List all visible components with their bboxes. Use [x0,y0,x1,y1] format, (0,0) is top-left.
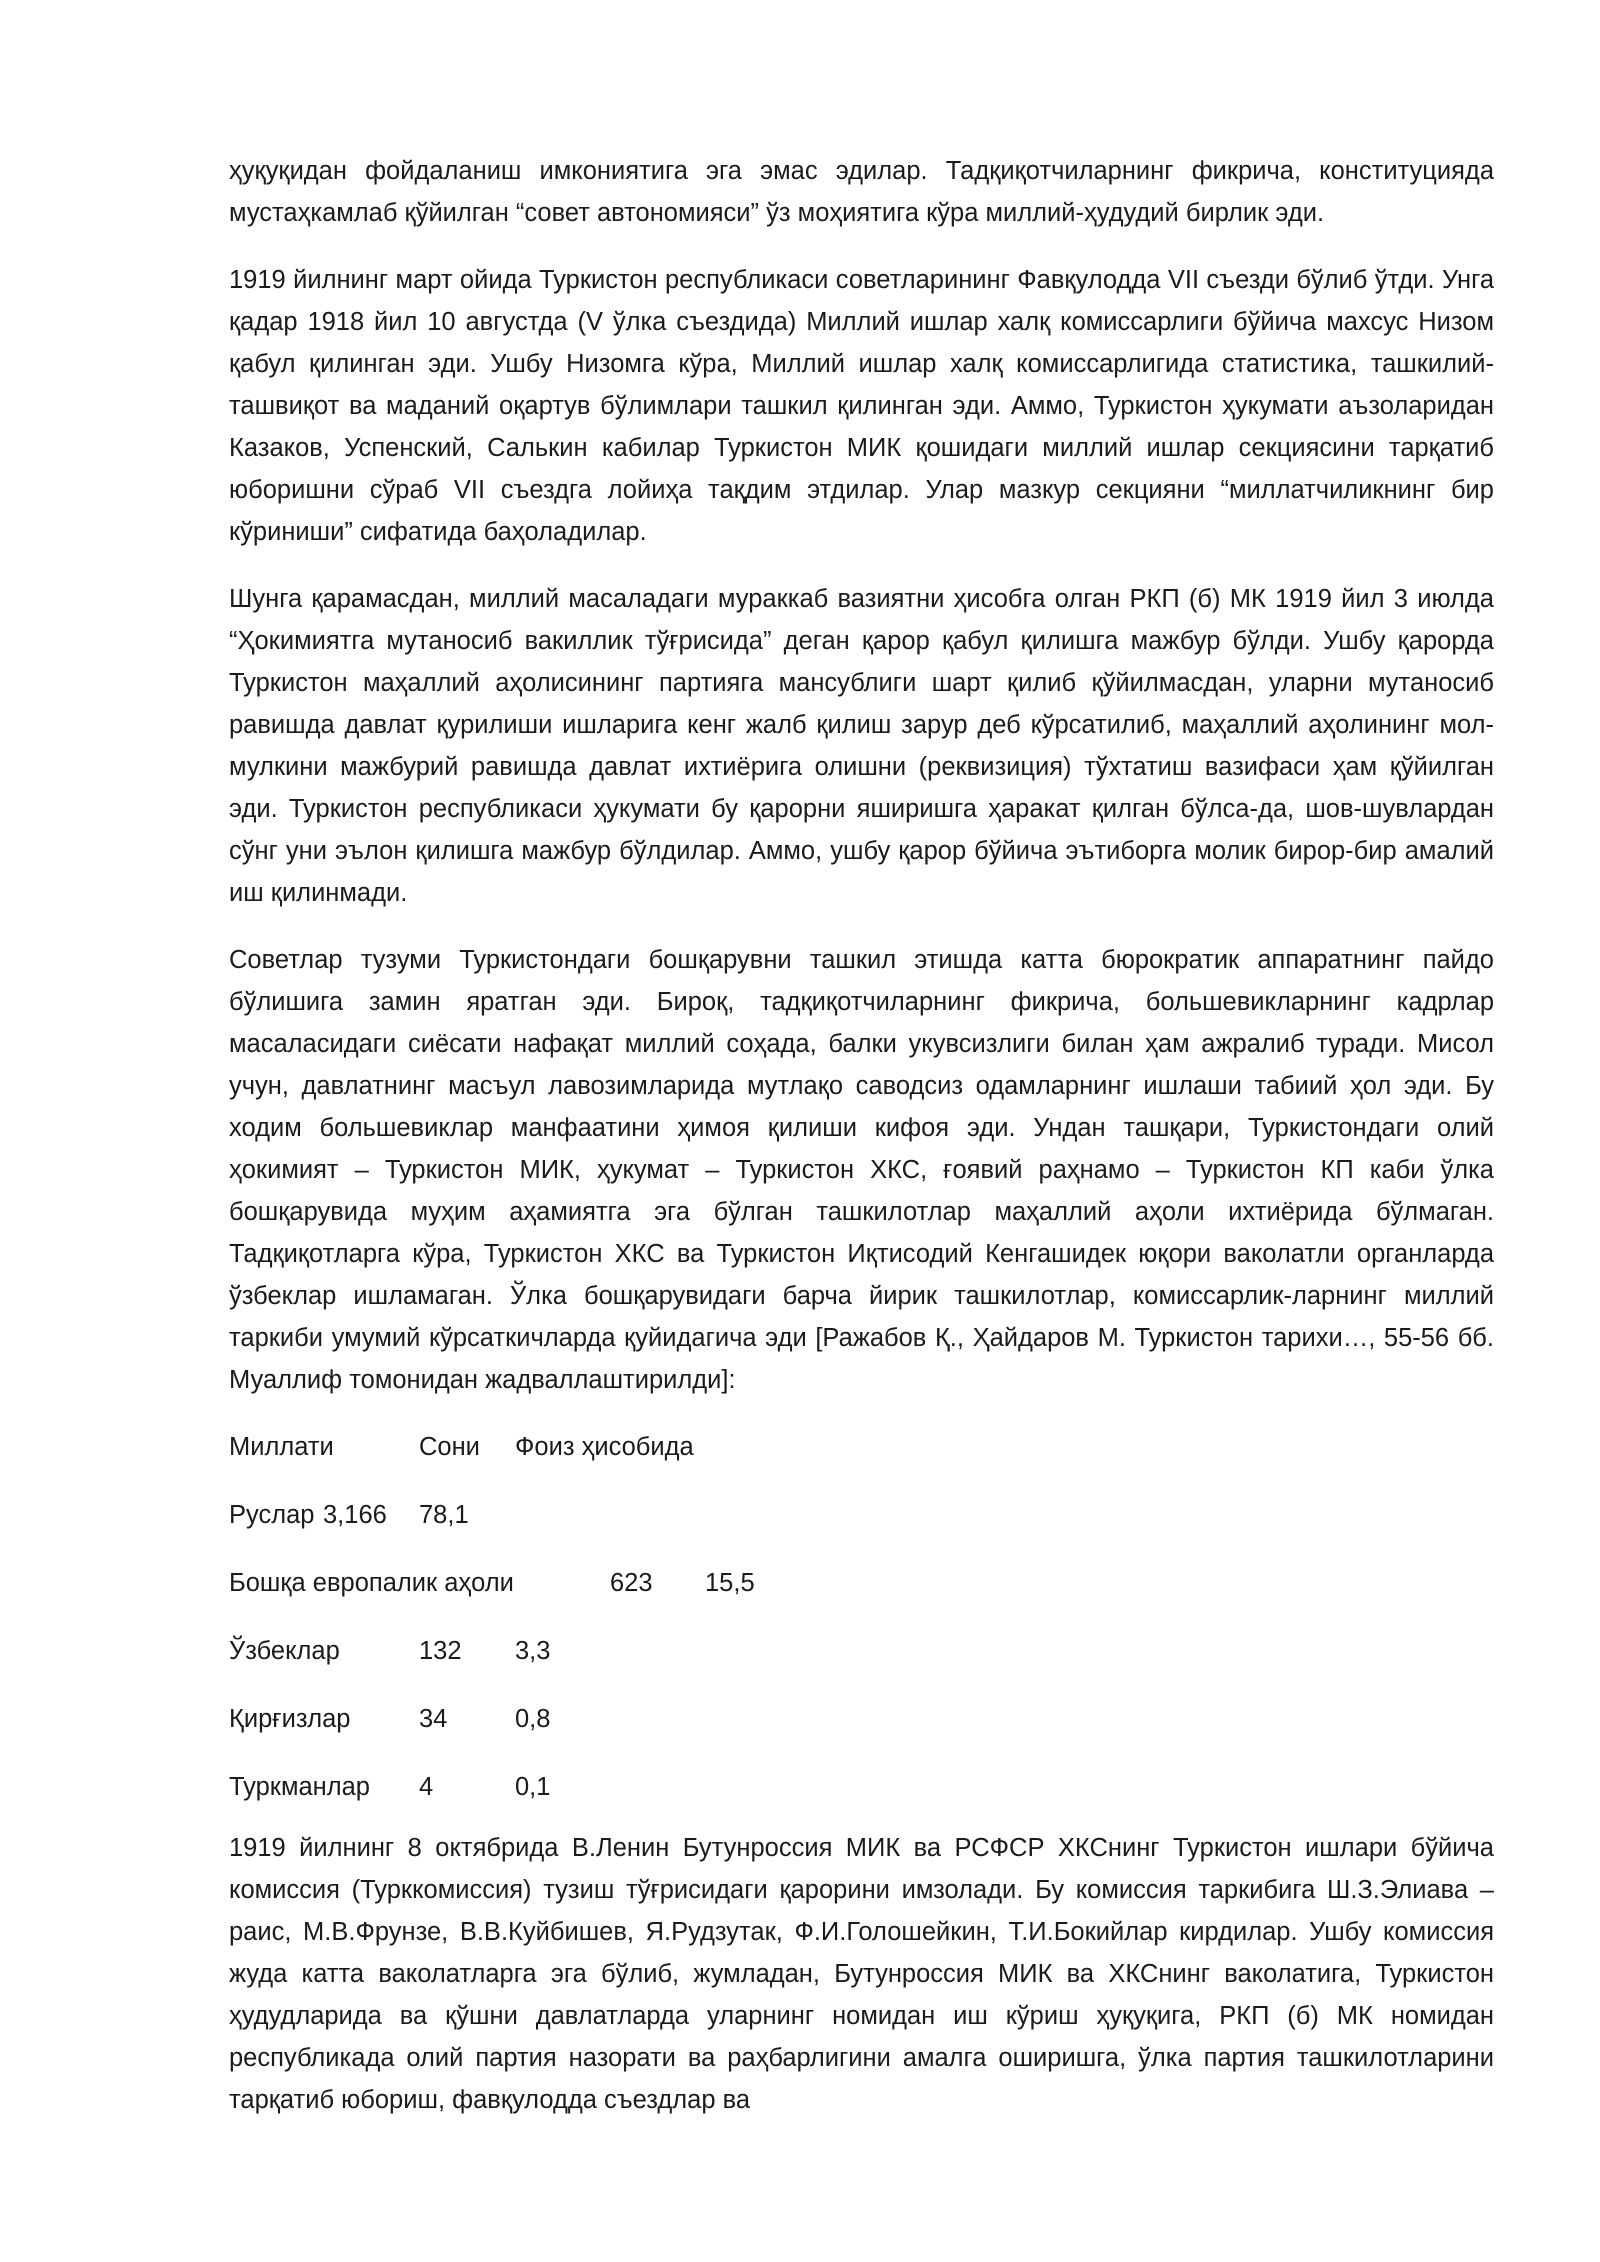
table-cell-count: 623 [610,1569,653,1597]
table-header-percent: Фоиз ҳисобида [515,1433,694,1461]
document-page [229,150,1494,2121]
table-row [229,1630,1494,1672]
table-cell-percent: 0,1 [515,1773,551,1801]
paragraph-2: 1919 йилнинг март ойида Туркистон республикаси советларининг Фавқулодда VII съезди бўлиб ўтди. Унга қадар 1918 йил 10 августда (V ўлка съездида) Миллий ишлар халқ комиссарлиги бўйича махсус Низом қабул қилинган эди. Ушбу Низомга кўра, Миллий ишлар халқ комиссарлигида статистика, ташкилий-ташвиқот ва маданий оқартув бўлимлари ташкил қилинган эди. Аммо, Туркистон ҳукумати аъзоларидан Казаков, Успенский, Салькин кабилар Туркистон МИК қошидаги миллий ишлар секциясини тарқатиб юборишни сўраб VII съездга лойиҳа тақдим этдилар. Улар мазкур секцияни “миллатчиликнинг бир кўриниши” сифатида баҳоладилар. [229,266,1494,546]
table-cell-count: 3,166 [323,1501,387,1529]
table-cell-nationality: Бошқа европалик аҳоли [229,1569,514,1597]
table-cell-nationality: Туркманлар [229,1773,370,1801]
table-cell-count: 4 [419,1773,434,1801]
table-header-row [229,1426,1494,1468]
nationality-table [229,1426,1494,1808]
table-row [229,1698,1494,1740]
table-row [229,1766,1494,1808]
table-cell-count: 132 [419,1637,462,1665]
table-cell-count: 34 [419,1705,448,1733]
table-cell-nationality: Ўзбеклар [229,1637,340,1665]
table-header-nationality: Миллати [229,1433,334,1461]
table-cell-nationality: Қирғизлар [229,1705,351,1733]
paragraph-5: 1919 йилнинг 8 октябрида В.Ленин Бутунроссия МИК ва РСФСР ХКСнинг Туркистон ишлари бўйича комиссия (Турккомиссия) тузиш тўғрисидаги қарорини имзолади. Бу комиссия таркибига Ш.З.Элиава – раис, М.В.Фрунзе, В.В.Куйбишев, Я.Рудзутак, Ф.И.Голошейкин, Т.И.Бокийлар кирдилар. Ушбу комиссия жуда катта ваколатларга эга бўлиб, жумладан, Бутунроссия МИК ва ХКСнинг ваколатига, Туркистон ҳудудларида ва қўшни давлатларда уларнинг номидан иш кўриш ҳуқуқига, РКП (б) МК номидан республикада олий партия назорати ва раҳбарлигини амалга оширишга, ўлка партия ташкилотларини тарқатиб юбориш, фавқулодда съездлар ва [229,1834,1494,2114]
table-cell-percent: 78,1 [419,1501,469,1529]
table-header-count: Сони [419,1433,480,1461]
table-cell-percent: 3,3 [515,1637,551,1665]
table-row [229,1494,1494,1536]
table-cell-percent: 15,5 [705,1569,755,1597]
paragraph-3: Шунга қарамасдан, миллий масаладаги мураккаб вазиятни ҳисобга олган РКП (б) МК 1919 йил 3 июлда “Ҳокимиятга мутаносиб вакиллик тўғрисида” деган қарор қабул қилишга мажбур бўлди. Ушбу қарорда Туркистон маҳаллий аҳолисининг партияга мансублиги шарт қилиб қўйилмасдан, уларни мутаносиб равишда давлат қурилиши ишларига кенг жалб қилиш зарур деб кўрсатилиб, маҳаллий аҳолининг мол-мулкини мажбурий равишда давлат ихтиёрига олишни (реквизиция) тўхтатиш вазифаси ҳам қўйилган эди. Туркистон республикаси ҳукумати бу қарорни яширишга ҳаракат қилган бўлса-да, шов-шувлардан сўнг уни эълон қилишга мажбур бўлдилар. Аммо, ушбу қарор бўйича эътиборга молик бирор-бир амалий иш қилинмади. [229,585,1494,907]
table-cell-nationality: Руслар [229,1501,315,1529]
paragraph-1: ҳуқуқидан фойдаланиш имкониятига эга эмас эдилар. Тадқиқотчиларнинг фикрича, конституцияда мустаҳкамлаб қўйилган “совет автономияси” ўз моҳиятига кўра миллий-ҳудудий бирлик эди. [229,157,1494,227]
table-cell-percent: 0,8 [515,1705,551,1733]
table-row [229,1562,1494,1604]
paragraph-4: Советлар тузуми Туркистондаги бошқарувни ташкил этишда катта бюрократик аппаратнинг пайдо бўлишига замин яратган эди. Бироқ, тадқиқотчиларнинг фикрича, большевикларнинг кадрлар масаласидаги сиёсати нафақат миллий соҳада, балки укувсизлиги билан ҳам ажралиб туради. Мисол учун, давлатнинг масъул лавозимларида мутлақо саводсиз одамларнинг ишлаши табиий ҳол эди. Бу ходим большевиклар манфаатини ҳимоя қилиши кифоя эди. Ундан ташқари, Туркистондаги олий ҳокимият – Туркистон МИК, ҳукумат – Туркистон ХКС, ғоявий раҳнамо – Туркистон КП каби ўлка бошқарувида муҳим аҳамиятга эга бўлган ташкилотлар маҳаллий аҳоли ихтиёрида бўлмаган. Тадқиқотларга кўра, Туркистон ХКС ва Туркистон Иқтисодий Кенгашидек юқори ваколатли органларда ўзбеклар ишламаган. Ўлка бошқарувидаги барча йирик ташкилотлар, комиссарлик-ларнинг миллий таркиби умумий кўрсаткичларда қуйидагича эди [Ражабов Қ., Ҳайдаров М. Туркистон тарихи…, 55-56 бб. Муаллиф томонидан жадваллаштирилди]: [229,946,1494,1394]
